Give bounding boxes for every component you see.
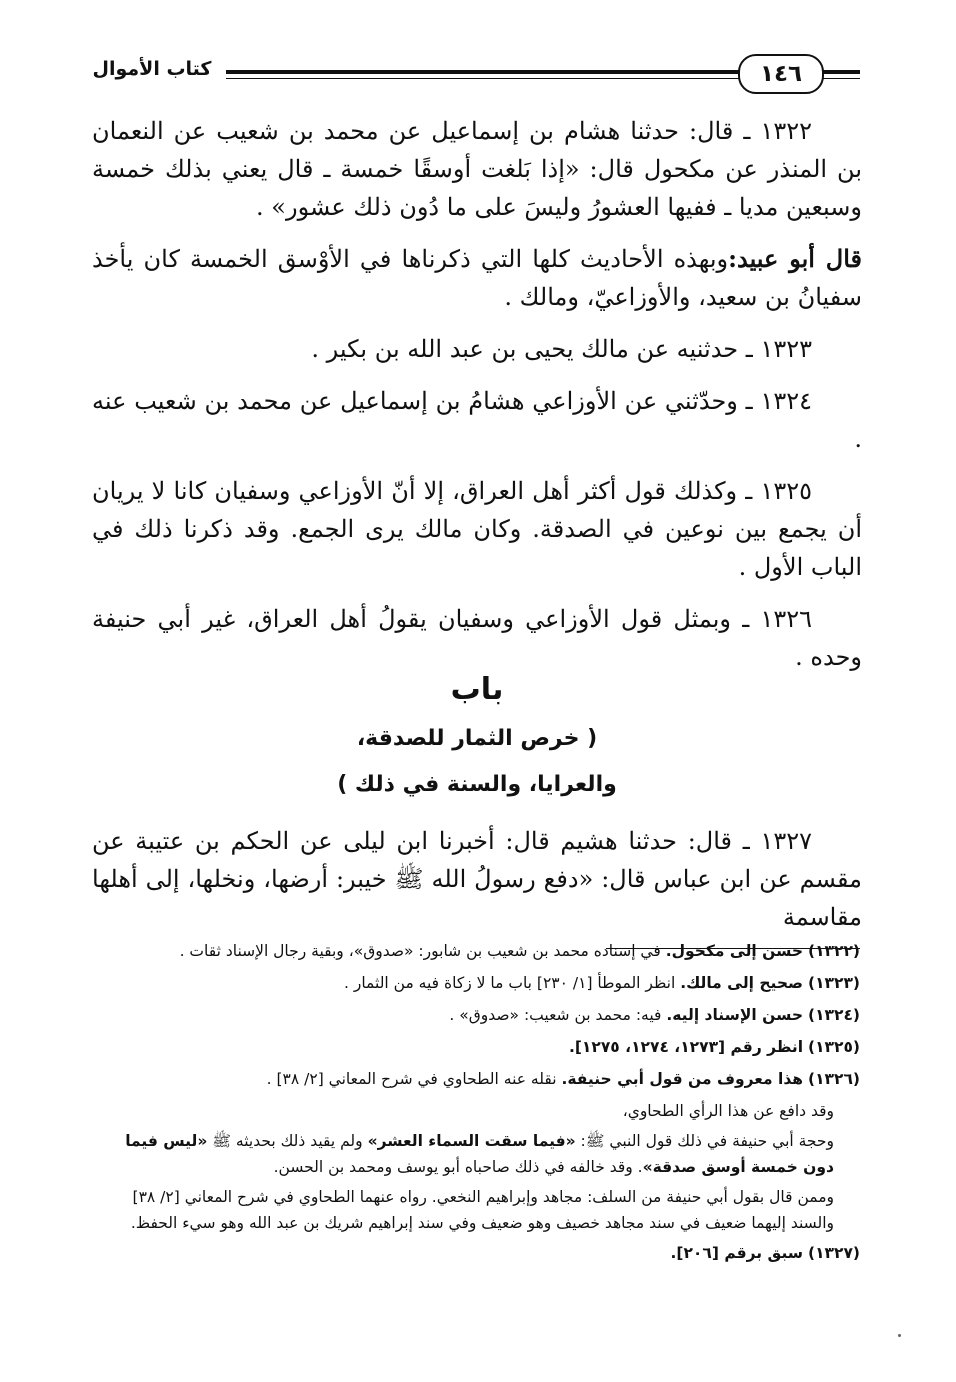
- page-header: [86, 54, 860, 98]
- paragraph-1327: ١٣٢٧ ـ قال: حدثنا هشيم قال: أخبرنا ابن ليلى عن الحكم بن عتيبة عن مقسم عن ابن عباس قال: «دفع رسولُ الله ﷺ خيبر: أرضها، ونخلها، إلى أهلها مقاسمة: [92, 827, 862, 931]
- footnote-1326-line2: [94, 1128, 860, 1180]
- footnote-1326-line3: وممن قال بقول أبي حنيفة من السلف: مجاهد وإبراهيم النخعي. رواه عنهما الطحاوي في شرح المعاني [٢/ ٣٨] والسند إليهما ضعيف في سند مجاهد خصيف وهو ضعيف وفي سند إبراهيم شريك بن عبد الله وهو سيء الحفظ.: [130, 1188, 834, 1232]
- chapter-subtitle-line1: ( خرص الثمار للصدقة،: [356, 726, 598, 751]
- fn-text: . وقد خالفه في ذلك صاحباه أبو يوسف ومحمد بن الحسن.: [273, 1158, 643, 1176]
- book-title: كتاب الأموال: [92, 58, 212, 80]
- footnote-grade: انظر رقم [١٢٧٣، ١٢٧٤، ١٢٧٥].: [568, 1038, 804, 1056]
- footnote-ref: (١٣٢٥): [807, 1038, 860, 1056]
- footnote-1322: [94, 938, 860, 964]
- fn-hadith-quote: «فيما سقت السماء العشر»: [367, 1132, 576, 1150]
- footnote-grade: حسن الإسناد إليه.: [666, 1006, 804, 1024]
- scan-speck: [898, 1334, 901, 1337]
- paragraph-abu-ubaid: [92, 240, 862, 316]
- footnote-ref: (١٣٢٤): [807, 1006, 860, 1024]
- footnote-1326: [94, 1066, 860, 1092]
- paragraph-1325: ١٣٢٥ ـ وكذلك قول أكثر أهل العراق، إلا أنّ الأوزاعي وسفيان كانا لا يريان أن يجمع بين نوعين في الصدقة. وكان مالك يرى الجمع. وقد ذكرنا ذلك في الباب الأول .: [92, 477, 862, 581]
- footnote-ref: (١٣٢٢): [807, 942, 860, 960]
- footnote-1323: [94, 970, 860, 996]
- paragraph-1326: ١٣٢٦ ـ وبمثل قول الأوزاعي وسفيان يقولُ أهل العراق، غير أبي حنيفة وحده .: [92, 605, 862, 671]
- footnote-1327: [94, 1240, 860, 1266]
- footnote-grade: صحيح إلى مالك.: [680, 974, 804, 992]
- fn-hadith-quote: «ليس فيما دون خمسة أوسق صدقة»: [125, 1132, 834, 1176]
- main-text-continued: [92, 822, 862, 950]
- footnote-ref: (١٣٢٣): [807, 974, 860, 992]
- footnote-text: نقله عنه الطحاوي في شرح المعاني [٢/ ٣٨] .: [266, 1070, 562, 1088]
- page-number: ١٤٦: [738, 54, 824, 94]
- footnote-ref: (١٣٢٦): [807, 1070, 860, 1088]
- paragraph-1322: ١٣٢٢ ـ قال: حدثنا هشام بن إسماعيل عن محمد بن شعيب عن النعمان بن المنذر عن مكحول قال: «إذا بَلغت أوسقًا خمسة ـ قال يعني بذلك خمسة وسبعين مديا ـ ففيها العشورُ وليسَ على ما دُون ذلك عشور» .: [92, 117, 862, 221]
- footnote-grade: حسن إلى مكحول.: [665, 942, 804, 960]
- footnote-text: في إسناده محمد بن شعيب بن شابور: «صدوق»، وبقية رجال الإسناد ثقات .: [179, 942, 666, 960]
- footnote-text: انظر الموطأ [١/ ٢٣٠] باب ما لا زكاة فيه من الثمار .: [344, 974, 681, 992]
- footnote-grade: هذا معروف من قول أبي حنيفة.: [561, 1070, 804, 1088]
- fn-text: ولم يقيد ذلك بحديثه ﷺ: [207, 1132, 368, 1150]
- footnote-grade: سبق برقم [٢٠٦].: [670, 1244, 804, 1262]
- footnote-1325: [94, 1034, 860, 1060]
- chapter-title: باب: [450, 672, 504, 707]
- chapter-subtitle-line2: والعرايا، والسنة في ذلك ): [337, 772, 617, 797]
- abu-ubaid-label: قال أبو عبيد:: [728, 244, 862, 273]
- footnote-1326-line1: وقد دافع عن هذا الرأي الطحاوي،: [622, 1102, 834, 1120]
- footnote-ref: (١٣٢٧): [807, 1244, 860, 1262]
- footnote-1324: [94, 1002, 860, 1028]
- paragraph-1323: ١٣٢٣ ـ حدثنيه عن مالك يحيى بن عبد الله بن بكير .: [311, 335, 812, 363]
- footnotes: [94, 938, 860, 1272]
- main-text: [92, 112, 862, 690]
- fn-text: وحجة أبي حنيفة في ذلك قول النبي ﷺ:: [575, 1132, 834, 1150]
- paragraph-1324: ١٣٢٤ ـ وحدّثني عن الأوزاعي هشامُ بن إسماعيل عن محمد بن شعيب عنه .: [92, 387, 862, 453]
- abu-ubaid-text: وبهذه الأحاديث كلها التي ذكرناها في الأوْسق الخمسة كان يأخذ سفيانُ بن سعيد، والأوزاعيّ، ومالك .: [92, 245, 862, 311]
- footnote-text: فيه: محمد بن شعيب: «صدوق» .: [449, 1006, 667, 1024]
